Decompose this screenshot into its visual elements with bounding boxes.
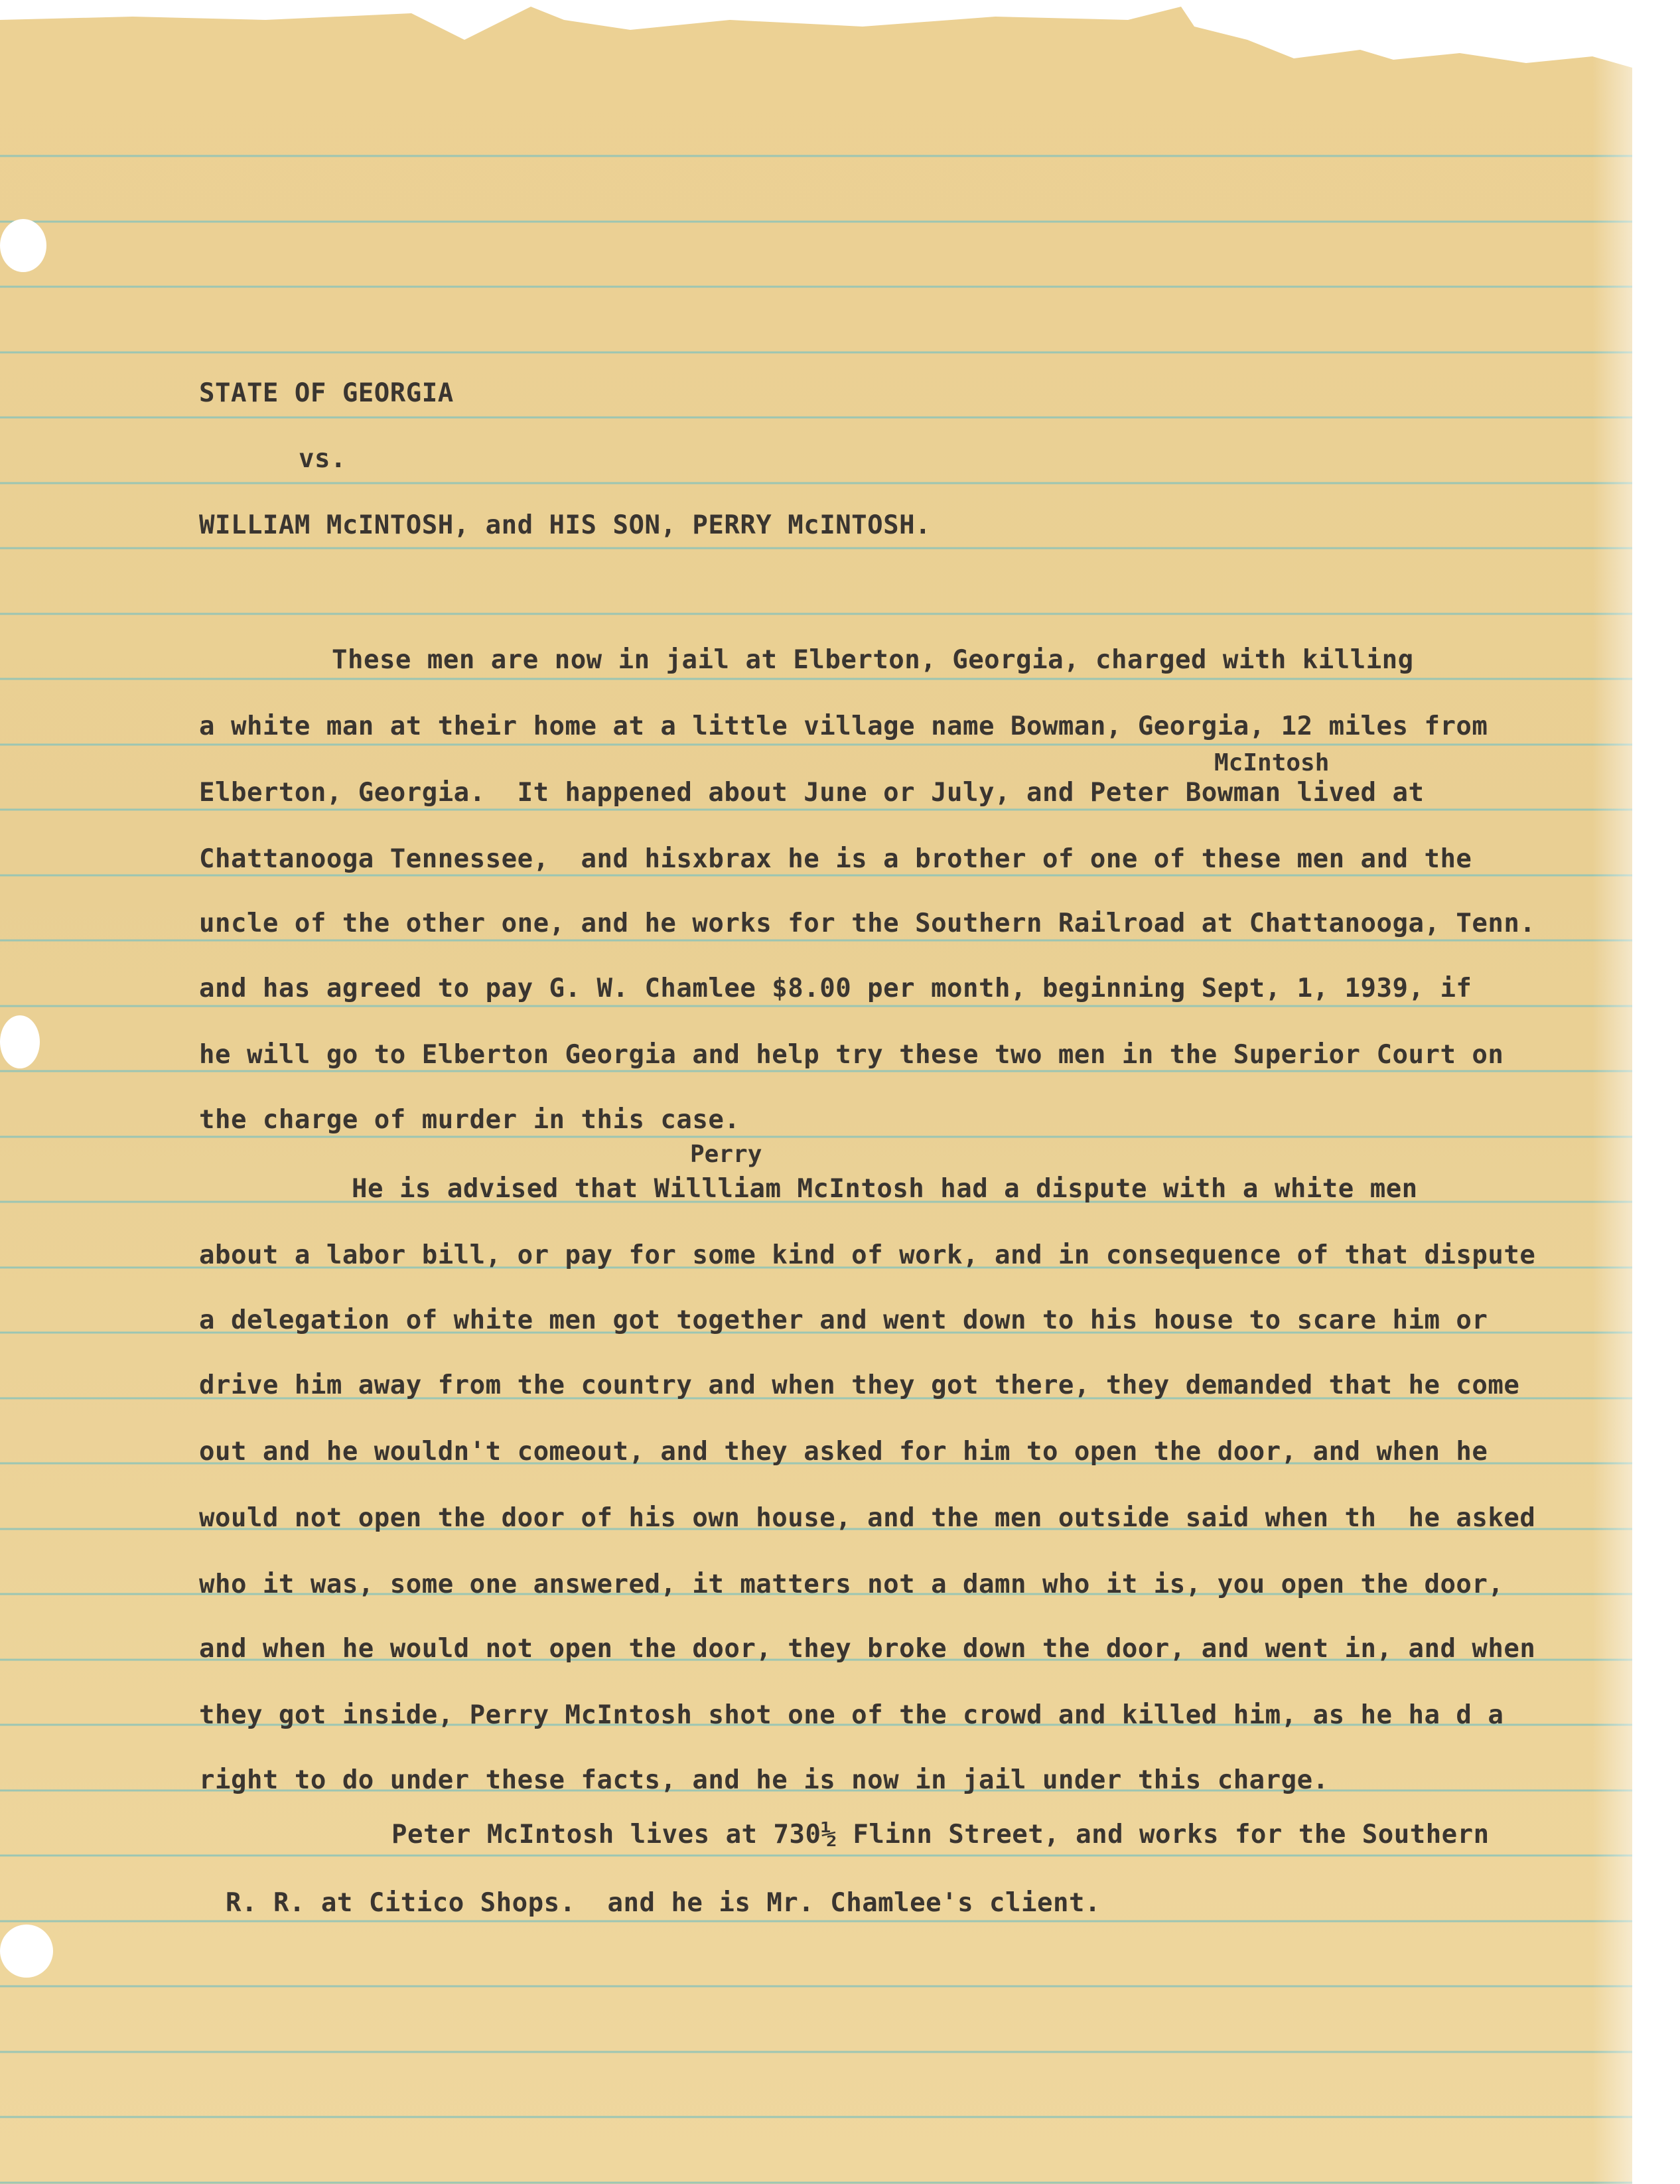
p2-line-7: who it was, some one answered, it matters not a damn who it is, you open the door,	[199, 1569, 1504, 1599]
caption-defendants: WILLIAM McINTOSH, and HIS SON, PERRY McINTOSH.	[199, 510, 932, 540]
p2-line-6: would not open the door of his own house, and the men outside said when th he asked	[199, 1503, 1536, 1533]
p2-line-2: about a labor bill, or pay for some kind of work, and in consequence of that dispute	[199, 1240, 1536, 1270]
paper-edge	[1592, 0, 1632, 2184]
p3-line-2: R. R. at Citico Shops. and he is Mr. Chamlee's client.	[226, 1888, 1101, 1918]
p1-line-5: uncle of the other one, and he works for the Southern Railroad at Chattanooga, Tenn.	[199, 909, 1536, 938]
binder-hole-middle	[0, 1015, 40, 1068]
binder-hole-bottom	[0, 1925, 53, 1978]
p2-line-8: and when he would not open the door, they broke down the door, and went in, and when	[199, 1634, 1536, 1664]
p1-line-8: the charge of murder in this case.	[199, 1105, 740, 1135]
p1-line-3: Elberton, Georgia. It happened about June or July, and Peter Bowman lived at	[199, 778, 1425, 808]
interlinear-perry: Perry	[690, 1141, 762, 1168]
p1-line-2: a white man at their home at a little village name Bowman, Georgia, 12 miles from	[199, 711, 1488, 741]
p2-line-9: they got inside, Perry McIntosh shot one of the crowd and killed him, as he ha d a	[199, 1700, 1504, 1730]
p2-line-10: right to do under these facts, and he is now in jail under this charge.	[199, 1765, 1329, 1795]
p1-line-6: and has agreed to pay G. W. Chamlee $8.00 per month, beginning Sept, 1, 1939, if	[199, 974, 1472, 1003]
p1-line-4: Chattanooga Tennessee, and hisxbrax he is a brother of one of these men and the	[199, 844, 1472, 874]
binder-hole-top	[0, 219, 46, 272]
p2-line-1: He is advised that Willliam McIntosh had a dispute with a white men	[352, 1174, 1418, 1204]
caption-vs: vs.	[299, 444, 346, 474]
p3-line-1: Peter McIntosh lives at 730½ Flinn Street, and works for the Southern	[391, 1820, 1490, 1850]
p1-line-1: These men are now in jail at Elberton, Georgia, charged with killing	[332, 645, 1414, 675]
p1-line-7: he will go to Elberton Georgia and help try these two men in the Superior Court on	[199, 1040, 1504, 1070]
caption-state: STATE OF GEORGIA	[199, 378, 454, 408]
interlinear-mcintosh: McIntosh	[1214, 749, 1330, 776]
torn-top-edge	[0, 0, 1680, 73]
p2-line-3: a delegation of white men got together and went down to his house to scare him or	[199, 1305, 1488, 1335]
p2-line-5: out and he wouldn't comeout, and they asked for him to open the door, and when he	[199, 1437, 1488, 1467]
p2-line-4: drive him away from the country and when they got there, they demanded that he come	[199, 1370, 1520, 1400]
